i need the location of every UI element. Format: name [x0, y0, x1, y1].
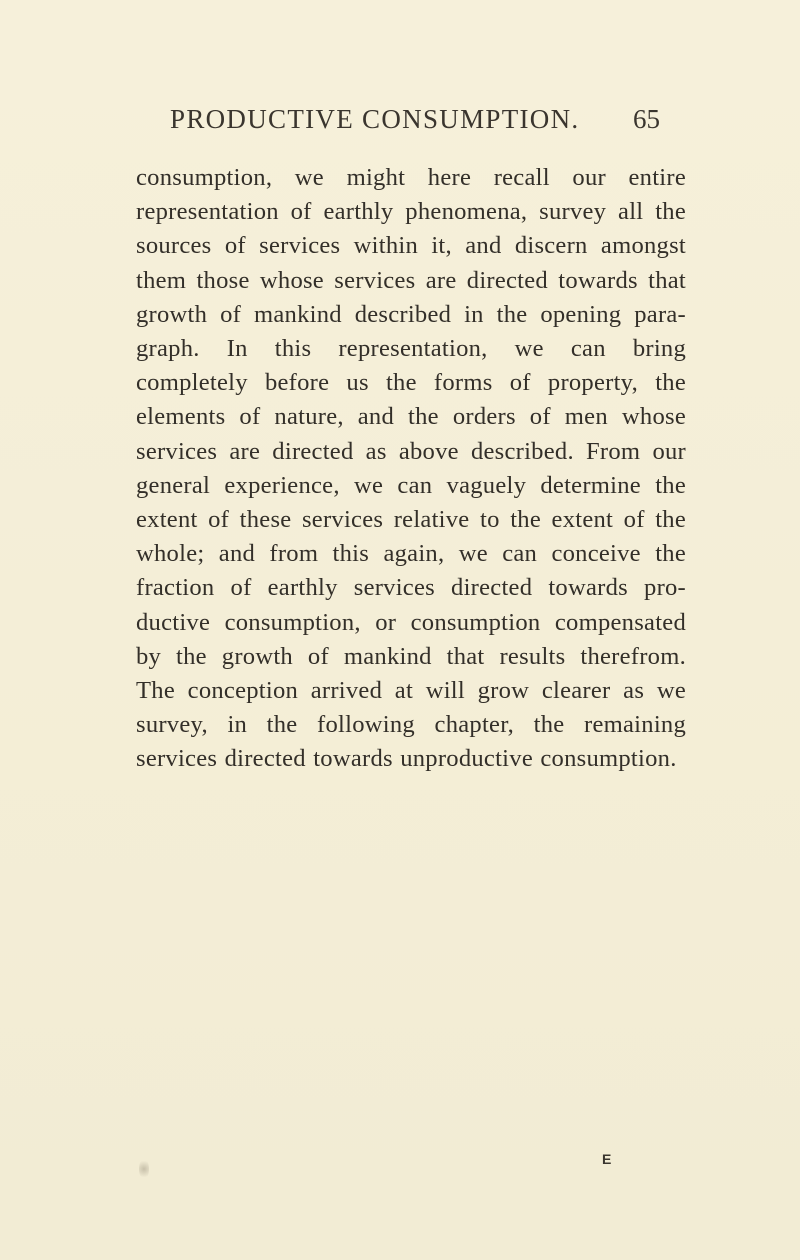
text-line: representation of earthly phenomena, survey all the — [136, 198, 686, 226]
text-line: them those whose services are directed towards that — [136, 266, 686, 294]
page-number: 65 — [633, 104, 660, 134]
ink-smudge — [139, 1158, 149, 1180]
text-line: growth of mankind described in the opening para- — [136, 300, 686, 328]
text-line: by the growth of mankind that results therefrom. — [136, 642, 686, 670]
text-line: whole; and from this again, we can conceive the — [136, 540, 686, 568]
text-line: sources of services within it, and discern amongst — [136, 232, 686, 260]
text-line: graph. In this representation, we can bring — [136, 335, 686, 363]
text-line: The conception arrived at will grow clearer as we — [136, 677, 686, 705]
text-line: general experience, we can vaguely determine the — [136, 471, 686, 499]
text-line: survey, in the following chapter, the remaining — [136, 711, 686, 739]
body-paragraph — [136, 161, 686, 777]
running-title: PRODUCTIVE CONSUMPTION. — [170, 104, 580, 134]
text-line: completely before us the forms of property, the — [136, 369, 686, 397]
text-line: ductive consumption, or consumption compensated — [136, 608, 686, 636]
signature-mark: E — [602, 1151, 612, 1167]
text-line: consumption, we might here recall our entire — [136, 164, 686, 191]
text-line: elements of nature, and the orders of men whose — [136, 403, 686, 431]
text-line: services are directed as above described. From our — [136, 437, 686, 465]
text-line: services directed towards unproductive consumption. — [136, 745, 677, 773]
text-line: fraction of earthly services directed towards pro- — [136, 574, 686, 602]
text-line: extent of these services relative to the extent of the — [136, 506, 686, 534]
